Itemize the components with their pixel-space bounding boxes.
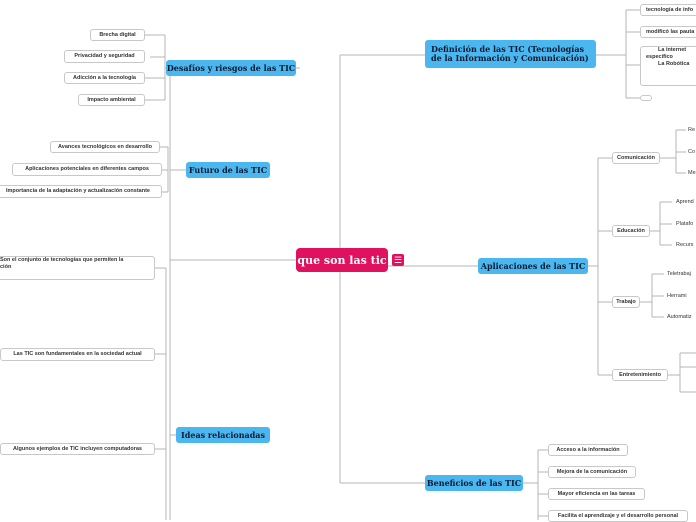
app-item: Automatiz [667,314,692,320]
topic-futuro[interactable] [186,162,270,178]
app-group-educacion[interactable]: Educación [612,225,650,237]
topic-beneficios[interactable] [425,475,523,491]
subtopic-avances[interactable]: Avances tecnológicos en desarrollo [50,141,160,153]
beneficio-acceso[interactable]: Acceso a la información [548,444,628,456]
app-item: Herrami [667,293,687,299]
topic-ideas[interactable] [176,427,270,443]
subtopic-importancia[interactable]: Importancia de la adaptación y actualización constante [0,185,162,198]
app-item: Recurs [676,242,694,248]
idea-fundamentales[interactable]: Las TIC son fundamentales en la sociedad actual [0,348,155,361]
app-item: Teletrabaj [667,271,691,277]
topic-label: Beneficios de las TIC [426,477,522,488]
app-group-entretenimiento[interactable]: Entretenimiento [612,369,668,381]
central-topic-label: que son las tic [297,253,387,267]
topic-desafios[interactable] [166,60,296,76]
idea-definicion[interactable]: Son el conjunto de tecnologías que permiten la ción [0,256,155,280]
def-item-empty[interactable] [640,95,652,101]
topic-label: Definición de las TIC (Tecnologías de la Información y Comunicación) [431,44,589,63]
beneficio-aprendizaje[interactable]: Facilita el aprendizaje y el desarrollo personal [548,510,688,522]
subtopic-impacto[interactable]: Impacto ambiental [78,94,145,106]
subtopic-brecha[interactable]: Brecha digital [90,29,145,41]
topic-label: Futuro de las TIC [188,164,268,175]
app-item: Re [688,127,696,133]
topic-aplicaciones[interactable] [478,258,588,274]
beneficio-comunicacion[interactable]: Mejora de la comunicación [548,466,636,478]
list-icon[interactable]: ☰ [393,255,403,265]
app-group-trabajo[interactable]: Trabajo [612,296,640,308]
idea-ejemplos[interactable]: Algunos ejemplos de TIC incluyen computadoras [0,443,155,455]
subtopic-adiccion[interactable]: Adicción a la tecnología [64,72,145,84]
topic-label: Aplicaciones de las TIC [480,260,586,271]
topic-label: Desafíos y riesgos de las TIC [166,62,296,73]
def-item-tecnologia[interactable]: tecnología de info [640,4,696,16]
subtopic-aplicaciones-potenciales[interactable]: Aplicaciones potenciales en diferentes campos [12,163,162,176]
beneficio-eficiencia[interactable]: Mayor eficiencia en las tareas [548,488,645,500]
def-item-internet[interactable]: La internet específico La Robótica [640,46,696,86]
topic-definicion[interactable] [425,40,596,68]
app-item: Co [688,149,696,155]
topic-label: Ideas relacionadas [181,429,265,440]
central-topic[interactable] [296,248,388,272]
def-item-modifico[interactable]: modificó las pauta [640,26,696,38]
app-item: Me [688,170,696,176]
app-item: Aprend [676,199,694,205]
app-group-comunicacion[interactable]: Comunicación [612,152,660,164]
subtopic-privacidad[interactable]: Privacidad y seguridad [64,50,145,63]
app-item: Platafo [676,221,694,227]
